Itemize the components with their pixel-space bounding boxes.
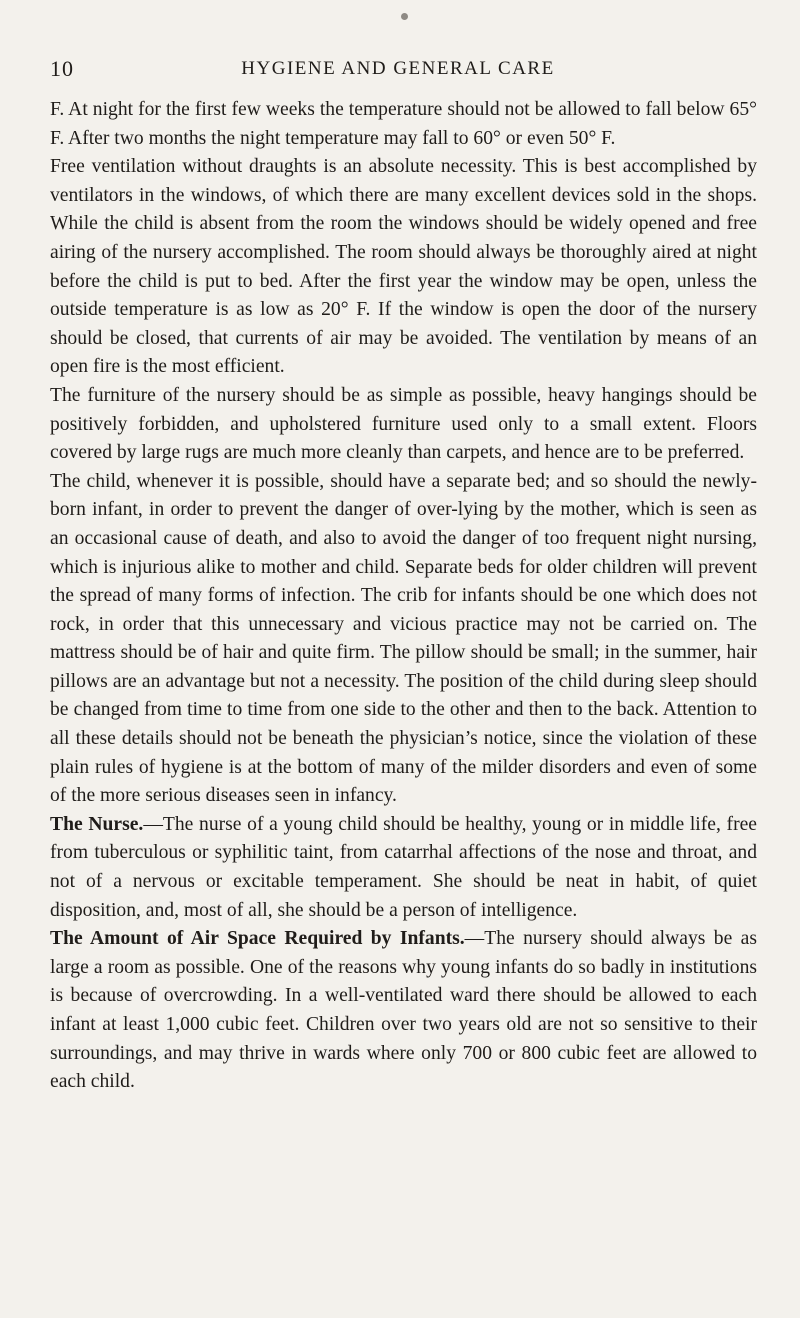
section-heading-air-space: The Amount of Air Space Required by Infants. — [50, 928, 465, 950]
paragraph-furniture — [50, 382, 757, 468]
paragraph-nurse — [50, 811, 757, 925]
body-text — [50, 96, 757, 1097]
paragraph-text: The child, whenever it is possible, should have a separate bed; and so should the newly-born infant, in order to prevent the danger of over-lying by the mother, which is seen as an occasional cause of death, and also to avoid the danger of too frequent night nursing, which is injurious alike to mother and child. Separate beds for older children will prevent the spread of many forms of infection. The crib for infants should be one which does not rock, in order that this unnecessary and vicious practice may not be carried on. The mattress should be of hair and quite firm. The pillow should be small; in the summer, hair pillows are an advantage but not a necessity. The position of the child during sleep should be changed from time to time from one side to the other and then to the back. Attention to all these details should not be beneath the physician’s notice, since the violation of these plain rules of hygiene is at the bottom of many of the milder disorders and even of some of the more serious diseases seen in infancy. — [50, 470, 757, 807]
paragraph-text: Free ventilation without draughts is an absolute necessity. This is best accomplished by ventilators in the windows, of which there are many excellent devices sold in the shops. While the child is absent from the room the windows should be widely opened and free airing of the nursery accomplished. The room should always be thoroughly aired at night before the child is put to bed. After the first year the window may be open, unless the outside temperature is as low as 20° F. If the window is open the door of the nursery should be closed, that currents of air may be avoided. The ventilation by means of an open fire is the most efficient. — [50, 156, 757, 378]
paragraph-text: The furniture of the nursery should be as simple as possible, heavy hangings should be positively forbidden, and upholstered furniture used only to a small extent. Floors covered by large rugs are much more cleanly than carpets, and hence are to be preferred. — [50, 384, 757, 464]
ink-speck — [401, 13, 408, 20]
paragraph-text: —The nurse of a young child should be healthy, young or in middle life, free from tuberculous or syphilitic taint, from catarrhal affections of the nose and throat, and not of a nervous or excitable temperament. She should be neat in habit, of quiet disposition, and, most of all, she should be a person of intelligence. — [50, 813, 757, 921]
section-heading-nurse: The Nurse. — [50, 813, 144, 835]
paragraph-air-space — [50, 925, 757, 1097]
paragraph-text: —The nursery should always be as large a room as possible. One of the reasons why young infants do so badly in institutions is because of overcrowding. In a well-ventilated ward there should be allowed to each infant at least 1,000 cubic feet. Children over two years old are not so sensitive to their surroundings, and may thrive in wards where only 700 or 800 cubic feet are allowed to each child. — [50, 928, 757, 1093]
paragraph-temperature — [50, 96, 757, 153]
page-header — [50, 56, 740, 88]
paragraph-ventilation — [50, 153, 757, 382]
page-number: 10 — [50, 56, 74, 81]
paragraph-bed — [50, 468, 757, 811]
running-head: HYGIENE AND GENERAL CARE — [241, 58, 555, 79]
paragraph-text: F. At night for the first few weeks the temperature should not be allowed to fall below 65° F. After two months the night temperature may fall to 60° or even 50° F. — [50, 99, 757, 149]
